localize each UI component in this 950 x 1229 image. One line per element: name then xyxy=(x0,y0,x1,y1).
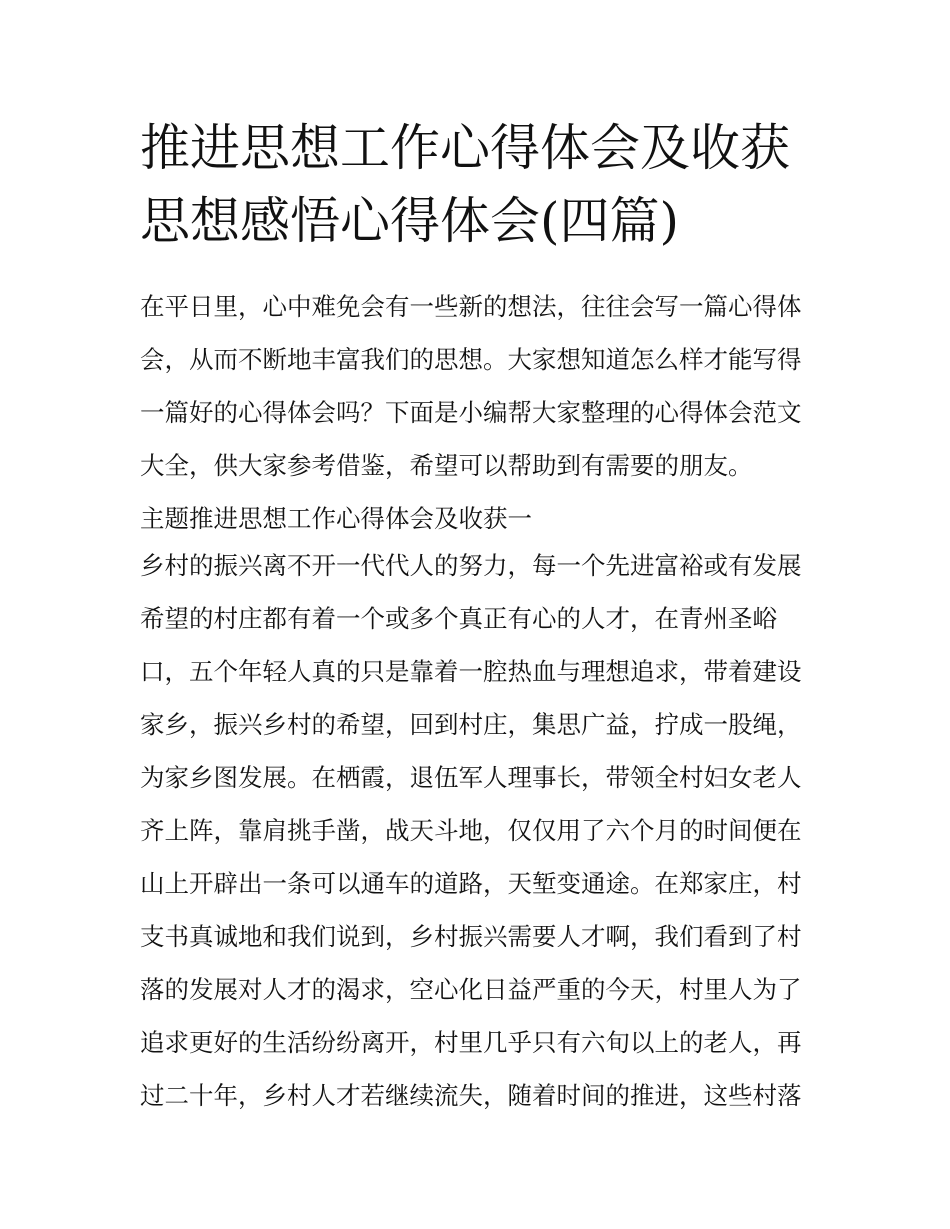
title-line: 推进思想工作心得体会及收获 xyxy=(140,119,790,177)
intro-line: 会，从而不断地丰富我们的思想。大家想知道怎么样才能写得 xyxy=(140,345,802,374)
section-line: 家乡，振兴乡村的希望，回到村庄，集思广益，拧成一股绳， xyxy=(140,710,802,739)
section-line: 希望的村庄都有着一个或多个真正有心的人才，在青州圣峪 xyxy=(140,604,777,633)
section-line: 落的发展对人才的渴求，空心化日益严重的今天，村里人为了 xyxy=(140,975,802,1004)
document-title xyxy=(140,112,820,258)
section-line: 乡村的振兴离不开一代代人的努力，每一个先进富裕或有发展 xyxy=(140,551,802,580)
section-line: 山上开辟出一条可以通车的道路，天堑变通途。在郑家庄，村 xyxy=(140,869,802,898)
intro-line: 一篇好的心得体会吗？下面是小编帮大家整理的心得体会范文 xyxy=(140,398,802,427)
intro-line: 在平日里，心中难免会有一些新的想法，往往会写一篇心得体 xyxy=(140,292,802,321)
section-line: 为家乡图发展。在栖霞，退伍军人理事长，带领全村妇女老人 xyxy=(140,763,802,792)
section-line: 追求更好的生活纷纷离开，村里几乎只有六旬以上的老人，再 xyxy=(140,1028,802,1057)
section-heading: 主题推进思想工作心得体会及收获一 xyxy=(140,504,532,533)
section-line: 齐上阵，靠肩挑手凿，战天斗地，仅仅用了六个月的时间便在 xyxy=(140,816,802,845)
title-line: 思想感悟心得体会(四篇) xyxy=(140,192,680,250)
intro-line: 大全，供大家参考借鉴，希望可以帮助到有需要的朋友。 xyxy=(140,451,753,480)
document-body xyxy=(140,280,830,1122)
section-line: 支书真诚地和我们说到，乡村振兴需要人才啊，我们看到了村 xyxy=(140,922,802,951)
section-line: 口，五个年轻人真的只是靠着一腔热血与理想追求，带着建设 xyxy=(140,657,802,686)
section-line: 过二十年，乡村人才若继续流失，随着时间的推进，这些村落 xyxy=(140,1081,802,1110)
